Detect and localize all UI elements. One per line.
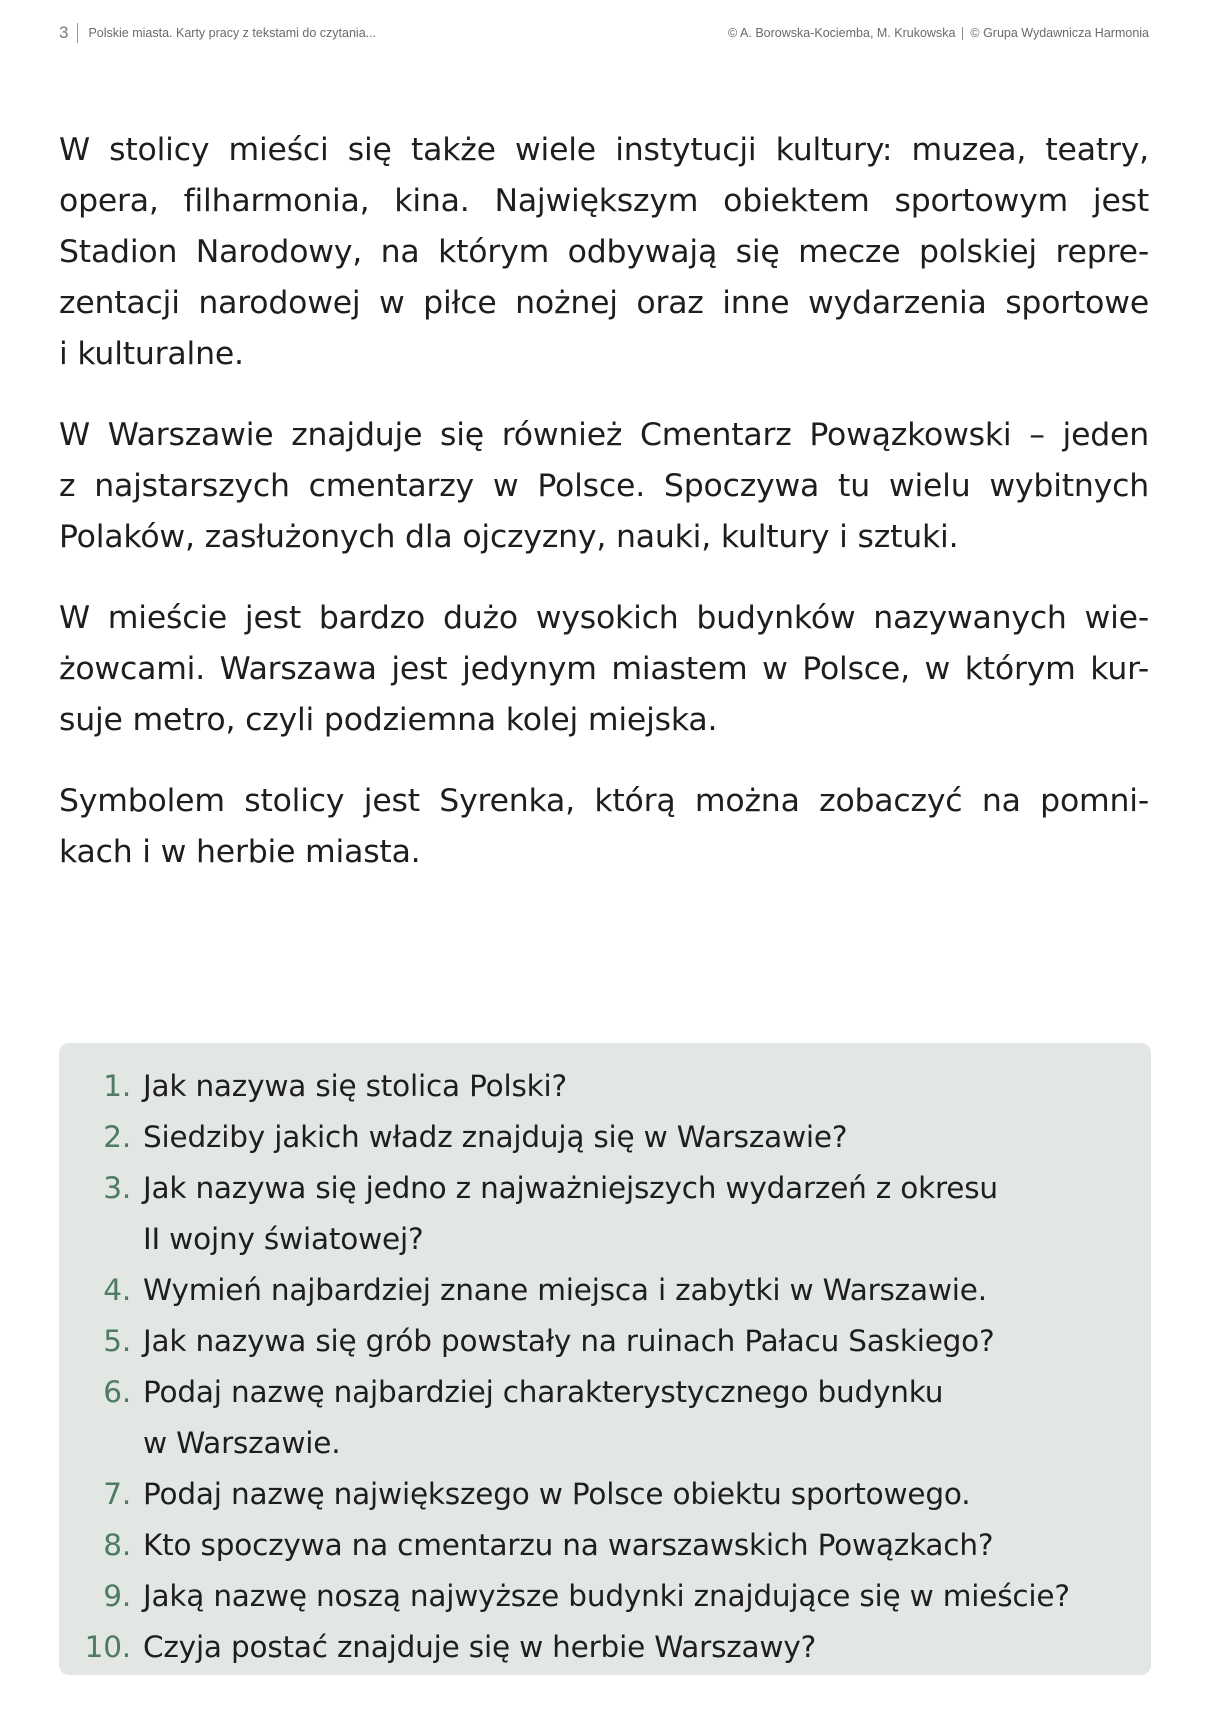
paragraph-line: W Warszawie znajduje się również Cmentarz Powązkowski – jeden [59, 417, 1149, 453]
questions-list [59, 1061, 1151, 1673]
paragraph [59, 593, 1149, 746]
question-number: 9. [103, 1579, 131, 1613]
question-number: 10. [84, 1630, 131, 1664]
question-item [59, 1622, 1151, 1673]
question-text: Jak nazywa się grób powstały na ruinach Pałacu Saskiego? [143, 1324, 995, 1358]
authors-credit: © A. Borowska-Kociemba, M. Krukowska [728, 26, 956, 40]
question-text: II wojny światowej? [143, 1222, 424, 1256]
paragraph-line: W mieście jest bardzo dużo wysokich budynków nazywanych wie- [59, 600, 1149, 636]
question-number: 8. [103, 1528, 131, 1562]
paragraph-line: Symbolem stolicy jest Syrenka, którą można zobaczyć na pomni- [59, 783, 1149, 819]
question-number: 7. [103, 1477, 131, 1511]
question-number: 3. [103, 1171, 131, 1205]
question-item [59, 1571, 1151, 1622]
question-item [59, 1265, 1151, 1316]
question-number: 1. [103, 1069, 131, 1103]
paragraph [59, 410, 1149, 563]
question-text: Jak nazywa się stolica Polski? [143, 1069, 567, 1103]
question-number: 5. [103, 1324, 131, 1358]
credit-divider [962, 27, 963, 40]
header-left [59, 23, 376, 43]
page-header [59, 22, 1149, 44]
question-item [59, 1163, 1151, 1265]
question-text: Podaj nazwę największego w Polsce obiektu sportowego. [143, 1477, 971, 1511]
question-item [59, 1469, 1151, 1520]
question-text: Jaką nazwę noszą najwyższe budynki znajdujące się w mieście? [143, 1579, 1070, 1613]
header-right [728, 26, 1149, 40]
question-item [59, 1520, 1151, 1571]
publisher-credit: © Grupa Wydawnicza Harmonia [970, 26, 1149, 40]
question-item [59, 1112, 1151, 1163]
paragraph-line: W stolicy mieści się także wiele instytucji kultury: muzea, teatry, [59, 132, 1149, 168]
question-text: Podaj nazwę najbardziej charakterystycznego budynku [143, 1375, 944, 1409]
question-text: Kto spoczywa na cmentarzu na warszawskich Powązkach? [143, 1528, 994, 1562]
paragraph-line: suje metro, czyli podziemna kolej miejska. [59, 702, 718, 738]
paragraph-line: z najstarszych cmentarzy w Polsce. Spoczywa tu wielu wybitnych [59, 468, 1149, 504]
paragraph [59, 125, 1149, 380]
question-text: Siedziby jakich władz znajdują się w Warszawie? [143, 1120, 848, 1154]
paragraph-line: Polaków, zasłużonych dla ojczyzny, nauki, kultury i sztuki. [59, 519, 959, 555]
question-item [59, 1061, 1151, 1112]
book-title: Polskie miasta. Karty pracy z tekstami do czytania... [88, 26, 377, 40]
header-divider [77, 23, 78, 43]
page-number: 3 [59, 23, 69, 42]
question-text: w Warszawie. [143, 1426, 341, 1460]
paragraph-line: żowcami. Warszawa jest jedynym miastem w Polsce, w którym kur- [59, 651, 1149, 687]
paragraph-line: kach i w herbie miasta. [59, 834, 421, 870]
paragraph-line: i kulturalne. [59, 336, 244, 372]
questions-box [59, 1043, 1151, 1675]
paragraph [59, 776, 1149, 878]
question-item [59, 1316, 1151, 1367]
question-item [59, 1367, 1151, 1469]
paragraph-line: Stadion Narodowy, na którym odbywają się mecze polskiej repre- [59, 234, 1149, 270]
paragraph-line: zentacji narodowej w piłce nożnej oraz inne wydarzenia sportowe [59, 285, 1149, 321]
paragraph-line: opera, filharmonia, kina. Największym obiektem sportowym jest [59, 183, 1149, 219]
question-text: Jak nazywa się jedno z najważniejszych wydarzeń z okresu [143, 1171, 998, 1205]
question-number: 6. [103, 1375, 131, 1409]
question-number: 2. [103, 1120, 131, 1154]
question-number: 4. [103, 1273, 131, 1307]
article-text [59, 125, 1149, 908]
question-text: Wymień najbardziej znane miejsca i zabytki w Warszawie. [143, 1273, 987, 1307]
question-text: Czyja postać znajduje się w herbie Warszawy? [143, 1630, 817, 1664]
